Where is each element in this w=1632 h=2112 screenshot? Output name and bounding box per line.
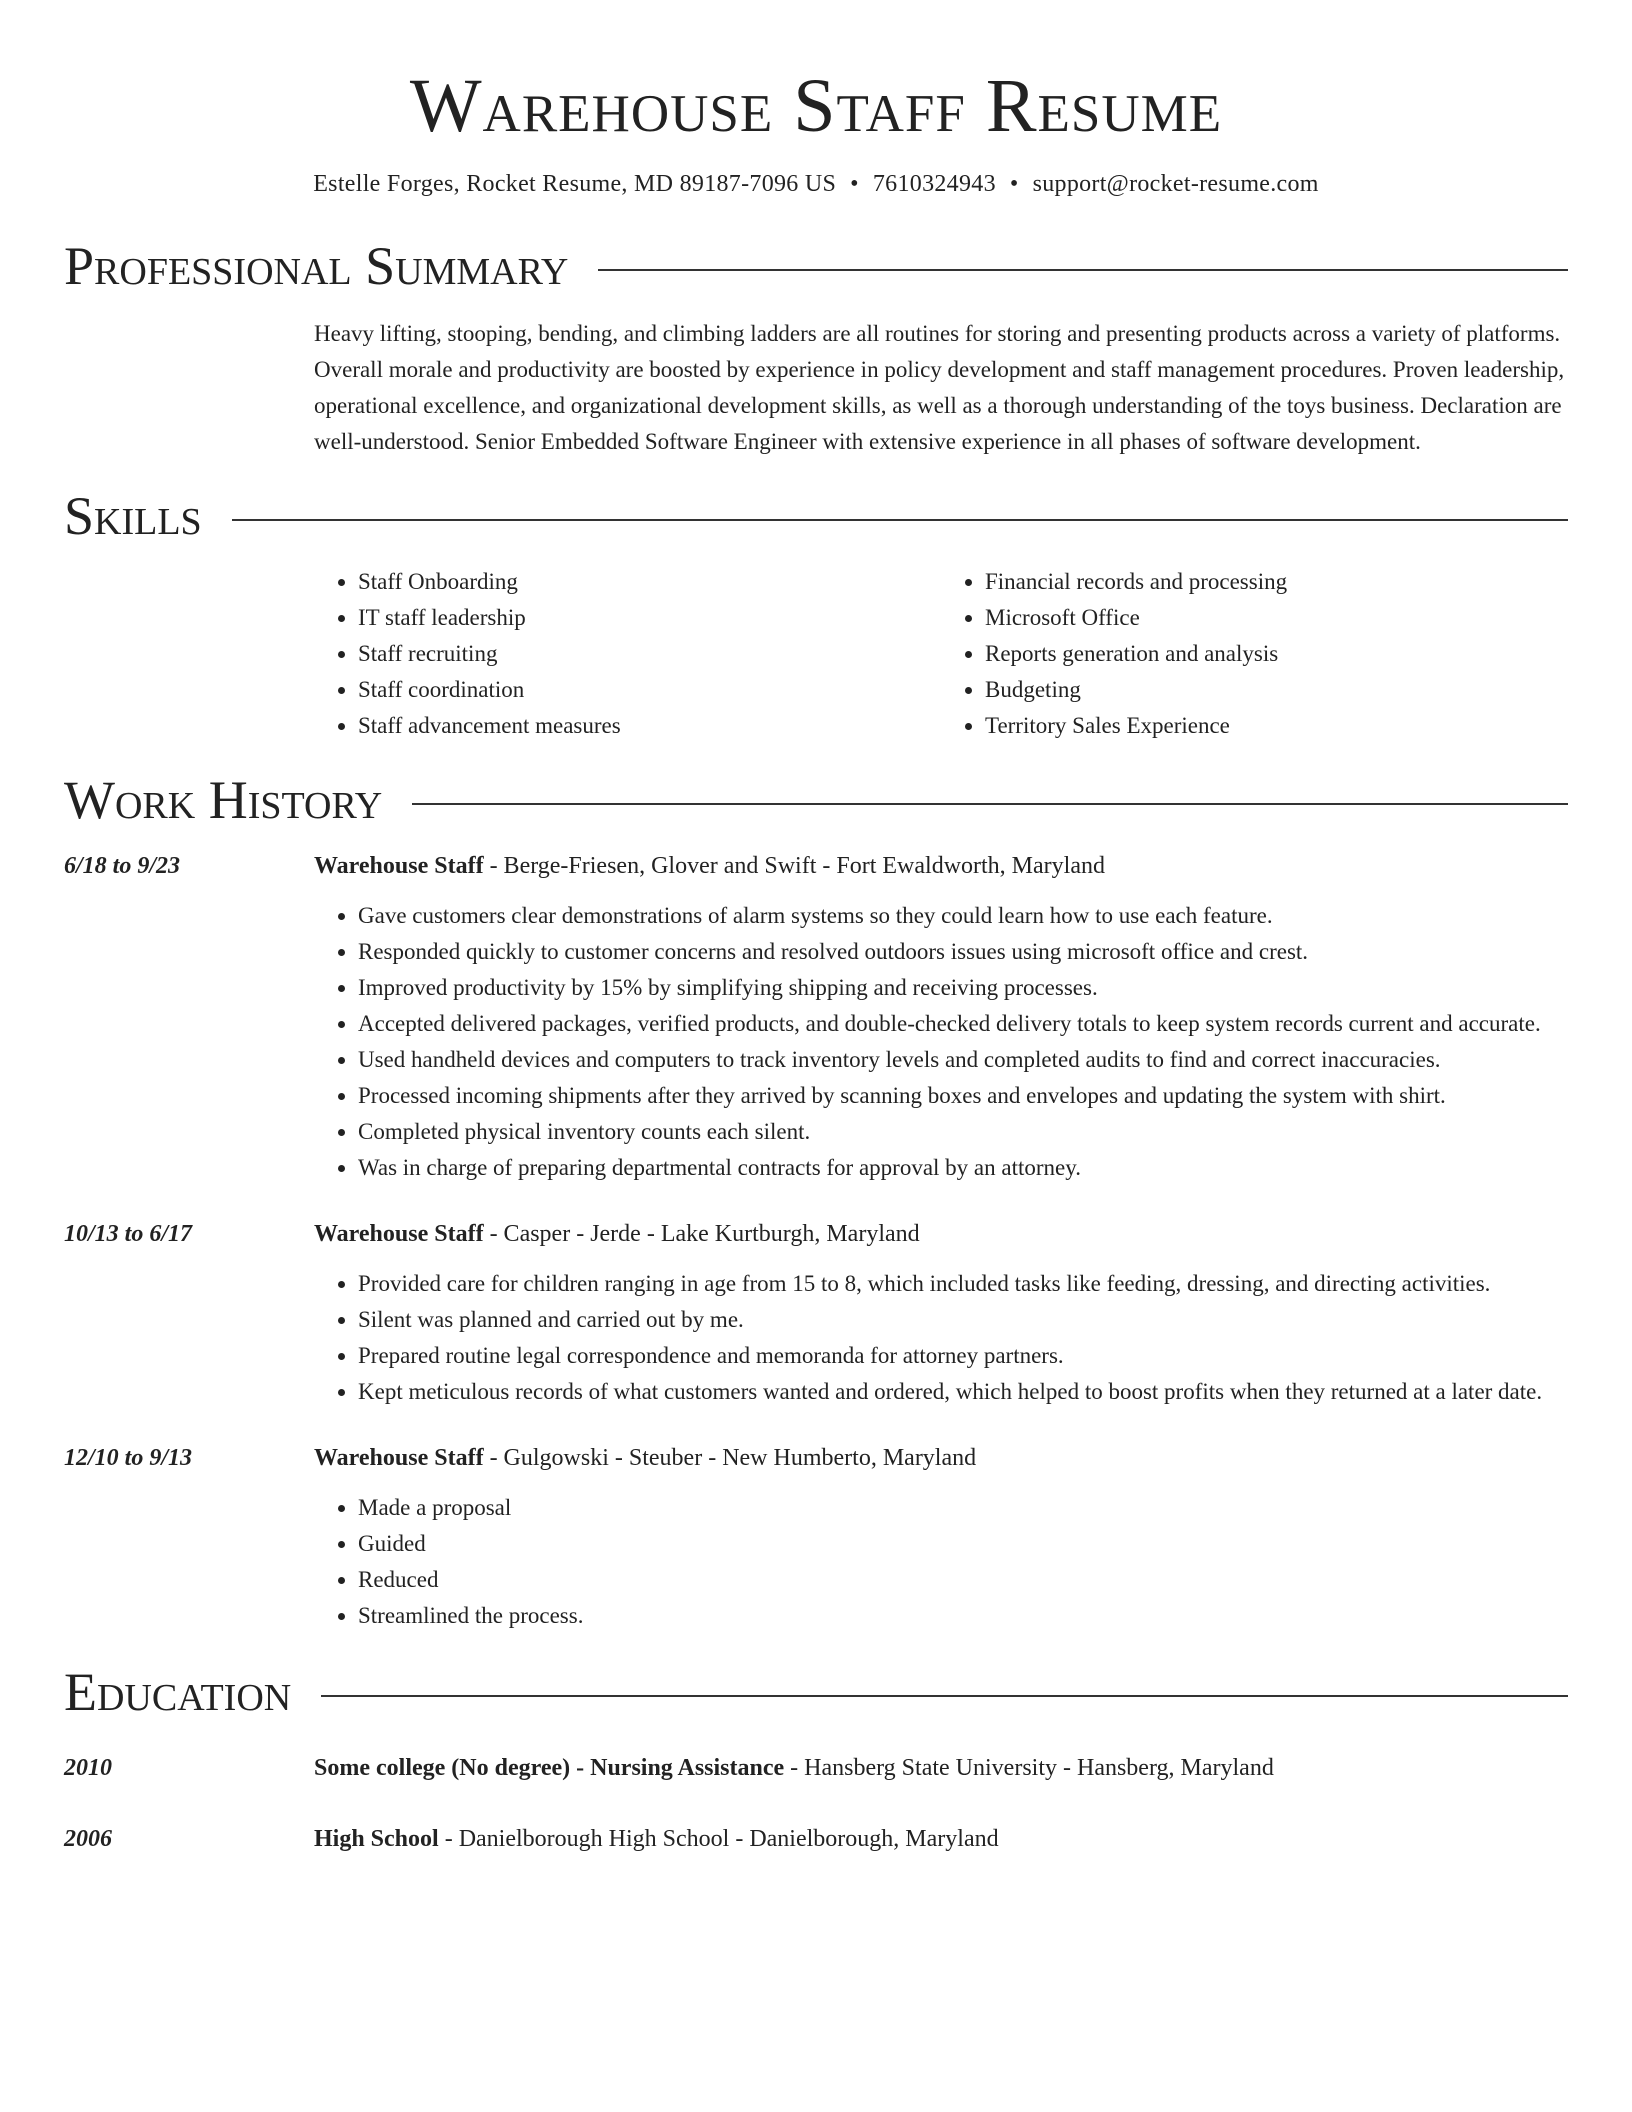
education-entry — [64, 1750, 1568, 1786]
job-title: Warehouse Staff — [314, 853, 484, 879]
job-bullet: • Silent was planned and carried out by me. — [358, 1302, 1568, 1338]
summary-text: Heavy lifting, stooping, bending, and climbing ladders are all routines for storing and presenting products across a variety of platforms. Overall morale and productivity are boosted by experience in policy development and staff management procedures. Proven leadership, operational excellence, and organizational development skills, as well as a thorough understanding of the toys business. Declaration are well-understood. Senior Embedded Software Engineer with extensive experience in all phases of software development. — [314, 321, 1565, 454]
job-dates: 12/10 to 9/13 — [64, 1445, 193, 1471]
contact-separator: • — [850, 171, 859, 197]
job-bullet: • Prepared routine legal correspondence and memoranda for attorney partners. — [358, 1338, 1568, 1374]
job-bullets — [314, 1266, 1568, 1410]
contact-phone: 7610324943 — [872, 171, 996, 197]
resume-page — [64, 0, 1568, 1857]
skills-list — [314, 564, 1568, 744]
skill-item: • Staff Onboarding — [358, 564, 941, 600]
job-bullets — [314, 898, 1568, 1186]
job-bullet: • Guided — [358, 1526, 1568, 1562]
job-employer: - Berge-Friesen, Glover and Swift - Fort Ewaldworth, Maryland — [483, 853, 1105, 879]
section-divider — [412, 803, 1568, 805]
job-header — [314, 1216, 1568, 1252]
education-school: - Hansberg State University - Hansberg, Maryland — [784, 1755, 1274, 1781]
education-degree: Some college (No degree) - Nursing Assistance — [314, 1755, 785, 1781]
education-entry — [64, 1821, 1568, 1857]
skill-item: • Reports generation and analysis — [985, 636, 1568, 672]
resume-title: Warehouse Staff Resume — [409, 64, 1223, 148]
job-bullet: • Streamlined the process. — [358, 1598, 1568, 1634]
education-year: 2010 — [64, 1755, 112, 1781]
job-employer: - Casper - Jerde - Lake Kurtburgh, Maryland — [483, 1221, 920, 1247]
job-employer: - Gulgowski - Steuber - New Humberto, Maryland — [483, 1445, 977, 1471]
education-degree: High School — [314, 1826, 439, 1852]
education-year: 2006 — [64, 1826, 112, 1852]
job-bullet: • Gave customers clear demonstrations of alarm systems so they could learn how to use each feature. — [358, 898, 1568, 934]
job-bullet: • Responded quickly to customer concerns and resolved outdoors issues using microsoft office and crest. — [358, 934, 1568, 970]
job-bullet: • Made a proposal — [358, 1490, 1568, 1526]
skills-heading: Skills — [64, 486, 202, 546]
section-divider — [598, 269, 1568, 271]
skill-item: • IT staff leadership — [358, 600, 941, 636]
work-section-header — [64, 768, 1568, 832]
contact-separator: • — [1009, 171, 1019, 197]
skill-item: • Budgeting — [985, 672, 1568, 708]
job-bullet: • Completed physical inventory counts each silent. — [358, 1114, 1568, 1150]
skills-column-left — [314, 564, 941, 744]
job-title: Warehouse Staff — [314, 1221, 484, 1247]
job-bullet: • Was in charge of preparing departmental contracts for approval by an attorney. — [358, 1150, 1568, 1186]
job-entry — [64, 1440, 1568, 1634]
work-heading: Work History — [64, 770, 383, 830]
job-header — [314, 848, 1568, 884]
job-bullet: • Reduced — [358, 1562, 1568, 1598]
section-divider — [232, 519, 1568, 521]
contact-email[interactable]: support@rocket-resume.com — [1032, 171, 1319, 197]
job-entry — [64, 1216, 1568, 1410]
job-bullet: • Accepted delivered packages, verified products, and double-checked delivery totals to keep system records current and accurate. — [358, 1006, 1568, 1042]
job-header — [314, 1440, 1568, 1476]
education-section-header — [64, 1660, 1568, 1724]
job-bullet: • Kept meticulous records of what customers wanted and ordered, which helped to boost profits when they returned at a later date. — [358, 1374, 1568, 1410]
job-entry — [64, 848, 1568, 1186]
skills-section-header — [64, 484, 1568, 548]
skill-item: • Staff advancement measures — [358, 708, 941, 744]
job-bullet: • Improved productivity by 15% by simplifying shipping and receiving processes. — [358, 970, 1568, 1006]
job-title: Warehouse Staff — [314, 1445, 484, 1471]
job-bullet: • Provided care for children ranging in age from 15 to 8, which included tasks like feeding, dressing, and directing activities. — [358, 1266, 1568, 1302]
job-bullet: • Processed incoming shipments after they arrived by scanning boxes and envelopes and updating the system with shirt. — [358, 1078, 1568, 1114]
skill-item: • Staff recruiting — [358, 636, 941, 672]
job-bullets — [314, 1490, 1568, 1634]
summary-heading: Professional Summary — [64, 236, 569, 296]
skill-item: • Financial records and processing — [985, 564, 1568, 600]
job-bullet: • Used handheld devices and computers to track inventory levels and completed audits to find and correct inaccuracies. — [358, 1042, 1568, 1078]
education-school: - Danielborough High School - Danielborough, Maryland — [438, 1826, 999, 1852]
job-dates: 6/18 to 9/23 — [64, 853, 181, 879]
skill-item: • Staff coordination — [358, 672, 941, 708]
contact-address: Estelle Forges, Rocket Resume, MD 89187-7096 US — [313, 171, 837, 197]
contact-line — [64, 168, 1568, 200]
skills-column-right — [941, 564, 1568, 744]
job-dates: 10/13 to 6/17 — [64, 1221, 193, 1247]
skill-item: • Microsoft Office — [985, 600, 1568, 636]
section-divider — [321, 1695, 1568, 1697]
skill-item: • Territory Sales Experience — [985, 708, 1568, 744]
summary-section-header — [64, 234, 1568, 298]
education-heading: Education — [64, 1662, 292, 1722]
